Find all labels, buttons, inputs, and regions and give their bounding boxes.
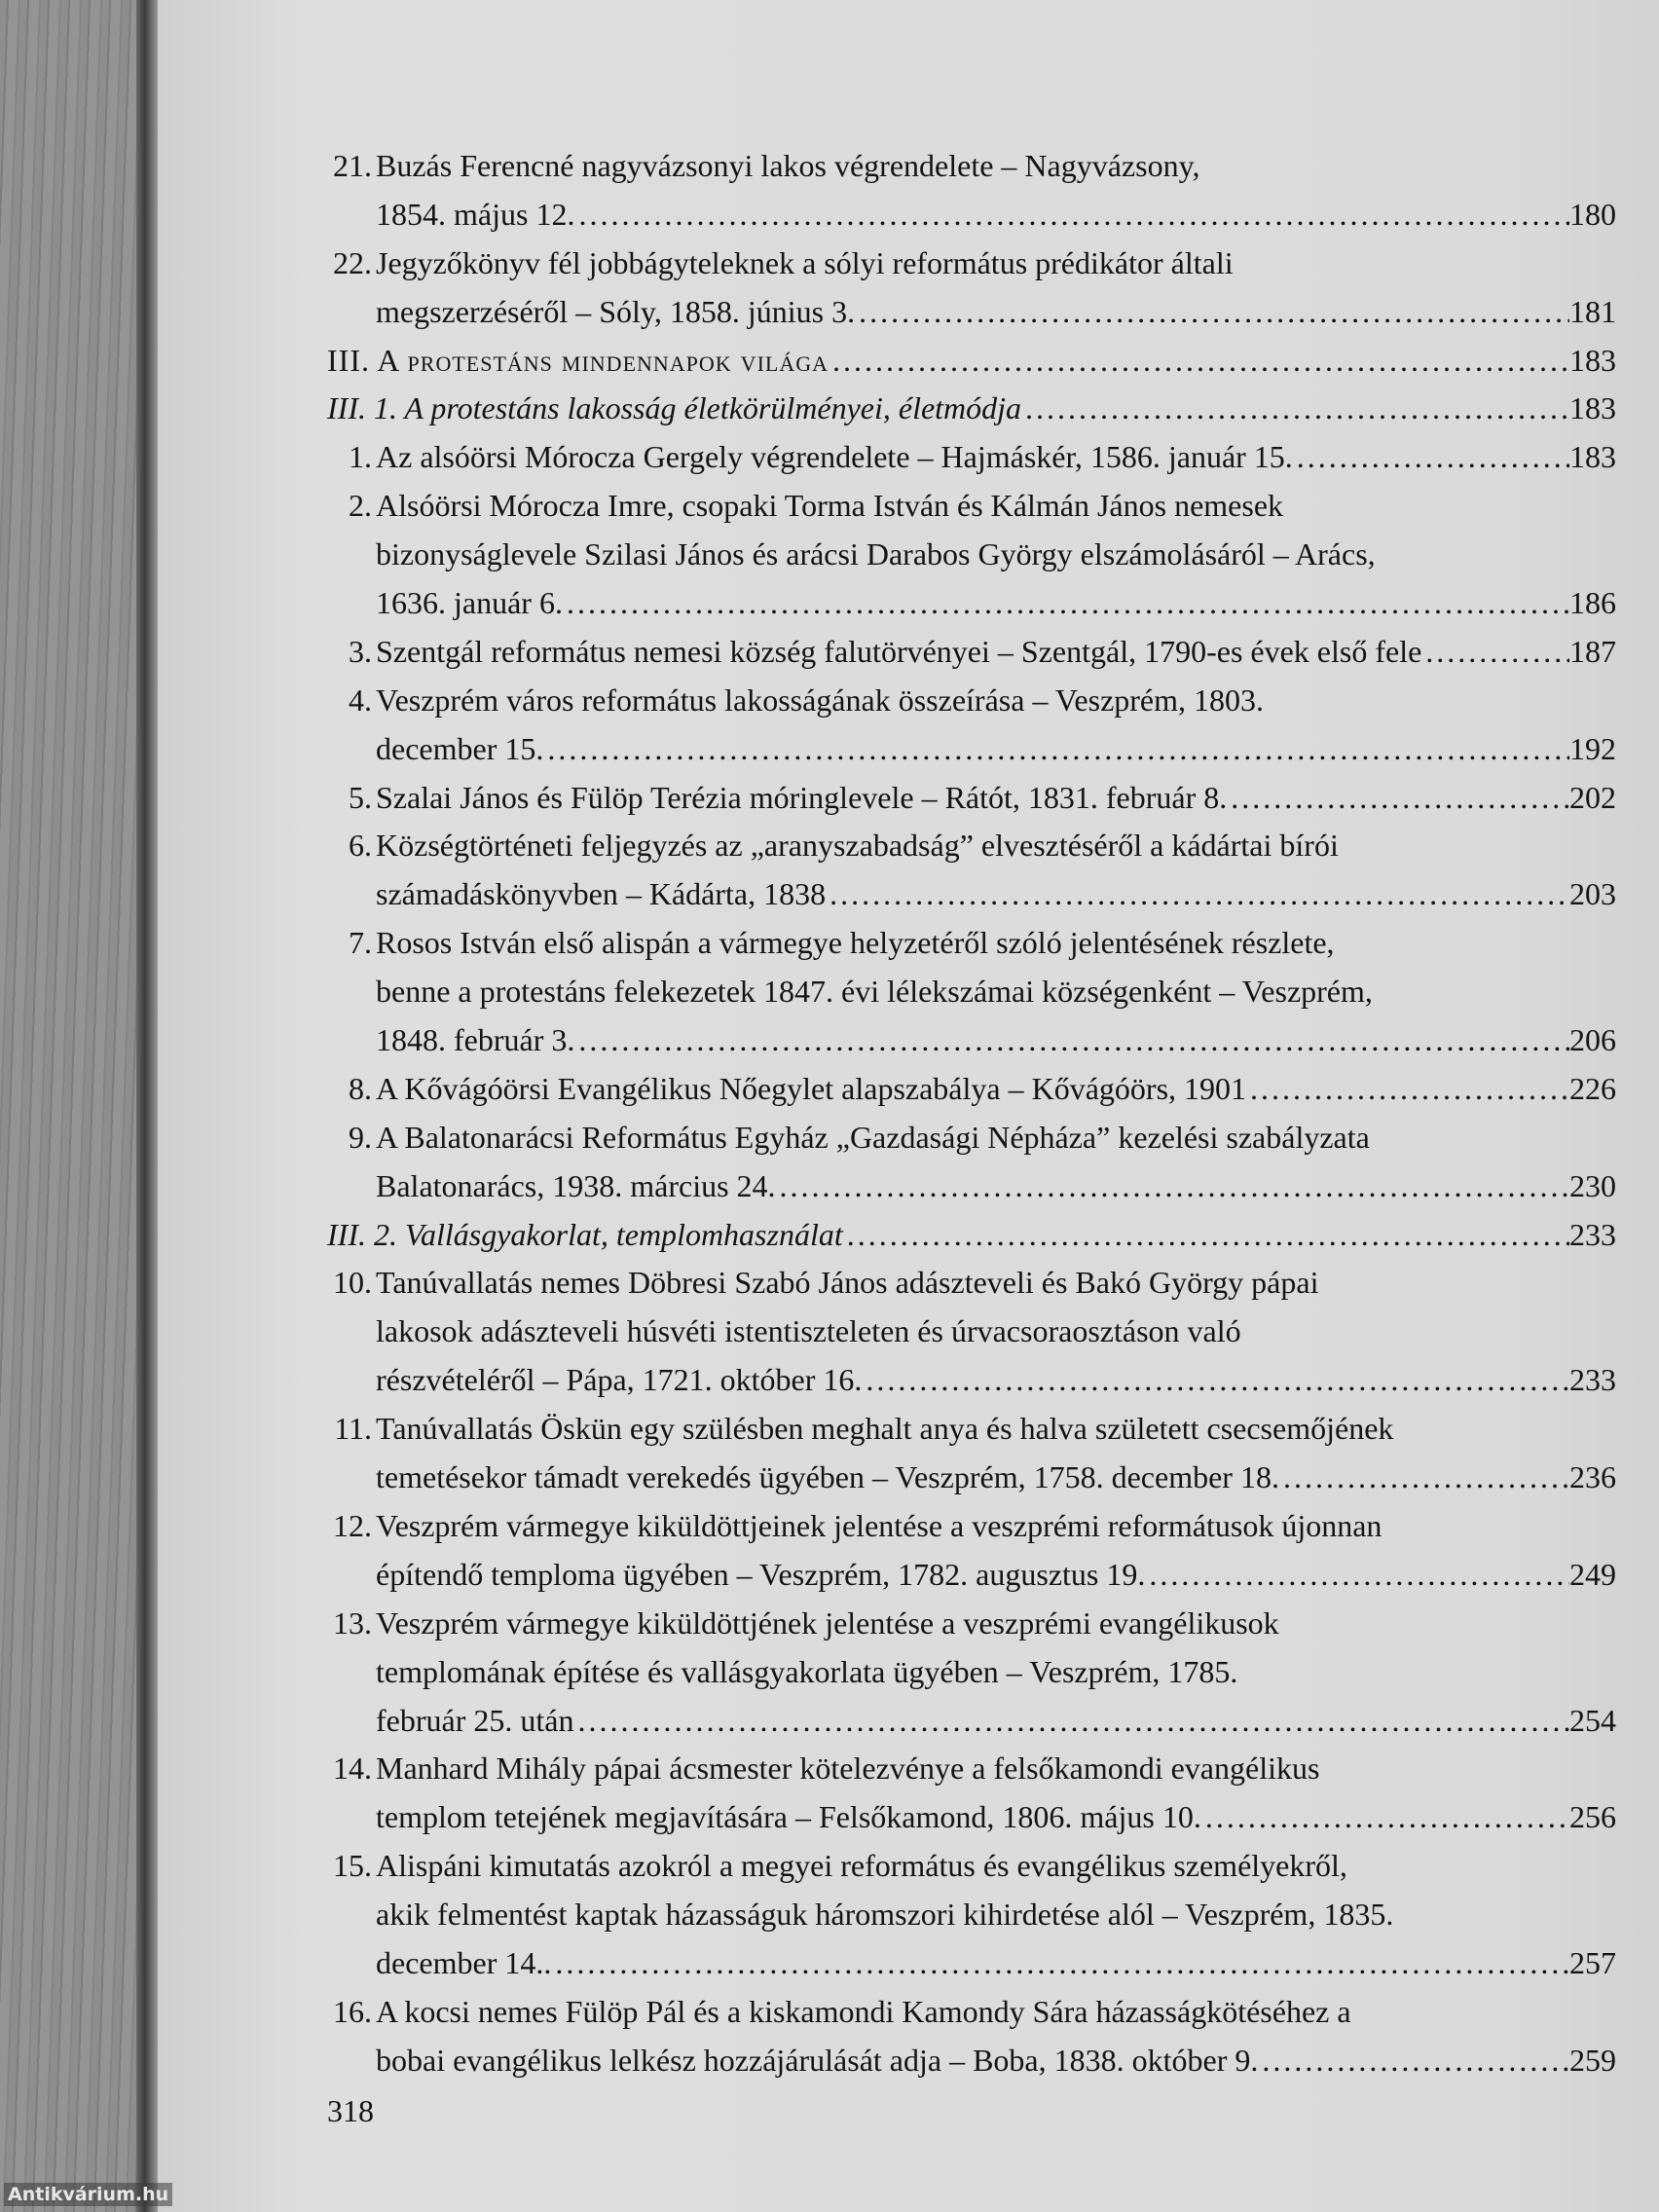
entry-text: A kocsi nemes Fülöp Pál és a kiskamondi Kamondy Sára házasságkötéséhez a	[376, 1993, 1351, 2029]
entry-number	[321, 1356, 372, 1405]
toc-entry-line[interactable]	[321, 482, 1616, 531]
toc-entry-line[interactable]	[321, 968, 1616, 1016]
dot-leader	[573, 1697, 1569, 1746]
entry-text: Tanúvallatás nemes Döbresi Szabó János adászteveli és Bakó György pápai	[376, 1265, 1319, 1301]
entry-number: 9.	[349, 1119, 372, 1155]
toc-entry-line[interactable]	[321, 1356, 1616, 1405]
entry-text: Manhard Mihály pápai ácsmester kötelezvénye a felsőkamondi evangélikus	[376, 1751, 1320, 1787]
toc-entry-line[interactable]	[321, 870, 1616, 919]
entry-text: 1854. május 12.	[376, 196, 575, 232]
dot-leader	[826, 870, 1569, 919]
entry-text: Veszprém város református lakosságának összeírása – Veszprém, 1803.	[376, 682, 1265, 718]
toc-entry-line[interactable]	[321, 1648, 1616, 1697]
entry-text: 1848. február 3.	[376, 1022, 575, 1058]
toc-entry-line[interactable]	[321, 919, 1616, 968]
dot-leader	[776, 1162, 1569, 1211]
page-reference: 183	[1569, 439, 1616, 475]
entry-text: építendő temploma ügyében – Veszprém, 1782. augusztus 19.	[376, 1556, 1146, 1592]
entry-number: 21.	[333, 148, 372, 183]
entry-text: december 14..	[376, 1944, 552, 1980]
entry-number: 1.	[349, 439, 372, 475]
page-reference: 233	[1569, 1362, 1616, 1398]
dot-leader	[1021, 385, 1569, 433]
entry-text: Alispáni kimutatás azokról a megyei református és evangélikus személyekről,	[376, 1848, 1347, 1884]
entry-number: 10.	[333, 1265, 372, 1301]
entry-number: 14.	[333, 1751, 372, 1787]
toc-entry-line[interactable]	[321, 288, 1616, 337]
page-reference: 183	[1569, 342, 1616, 378]
entry-number	[321, 725, 372, 774]
entry-number: 6.	[349, 828, 372, 864]
book-gutter	[136, 0, 158, 2212]
page-reference: 180	[1569, 196, 1616, 232]
dot-leader	[1293, 433, 1569, 482]
entry-number: 16.	[333, 1993, 372, 2029]
watermark: Antikvárium.hu	[4, 2183, 172, 2206]
entry-text: Rosos István első alispán a vármegye helyzetéről szóló jelentésének részlete,	[376, 925, 1335, 961]
entry-number	[321, 288, 372, 337]
toc-section-heading[interactable]	[321, 337, 1616, 386]
entry-text: Tanúvallatás Öskün egy szülésben meghalt anya és halva született csecsemőjének	[376, 1411, 1394, 1447]
toc-entry-line[interactable]	[321, 677, 1616, 725]
toc-entry-line[interactable]	[321, 1697, 1616, 1746]
toc-entry-line[interactable]	[321, 1891, 1616, 1939]
toc-entry-line[interactable]	[321, 1745, 1616, 1793]
toc-entry-line[interactable]	[321, 774, 1616, 823]
entry-number	[321, 1891, 372, 1939]
toc-entry-line[interactable]	[321, 2037, 1616, 2085]
dot-leader	[1145, 1551, 1569, 1600]
toc-entry-line[interactable]	[321, 1405, 1616, 1454]
toc-entry-line[interactable]	[321, 1551, 1616, 1600]
page-reference: 230	[1569, 1167, 1616, 1203]
page-reference: 187	[1569, 633, 1616, 669]
entry-number	[321, 531, 372, 579]
toc-entry-line[interactable]	[321, 1502, 1616, 1551]
page-reference: 259	[1569, 2042, 1616, 2078]
toc-entry-line[interactable]	[321, 1600, 1616, 1648]
toc-entry-line[interactable]	[321, 725, 1616, 774]
entry-number: 2.	[349, 488, 372, 524]
entry-number	[321, 579, 372, 628]
toc-entry-line[interactable]	[321, 1939, 1616, 1988]
page-reference: 236	[1569, 1459, 1616, 1495]
dot-leader	[843, 1211, 1569, 1260]
entry-number: 15.	[333, 1848, 372, 1884]
entry-number: 7.	[349, 925, 372, 961]
entry-text: A Balatonarácsi Református Egyház „Gazdasági Népháza” kezelési szabályzata	[376, 1119, 1370, 1155]
entry-number	[321, 1308, 372, 1356]
toc-section-heading[interactable]	[321, 1211, 1616, 1260]
dot-leader	[1421, 628, 1569, 677]
entry-text: megszerzéséről – Sóly, 1858. június 3.	[376, 293, 856, 329]
toc-entry-line[interactable]	[321, 142, 1616, 191]
entry-text: templomának építése és vallásgyakorlata ügyében – Veszprém, 1785.	[376, 1653, 1238, 1689]
entry-number	[321, 1793, 372, 1842]
page-reference: 192	[1569, 730, 1616, 766]
dot-leader	[563, 579, 1569, 628]
page-reference: 206	[1569, 1022, 1616, 1058]
entry-text: számadáskönyvben – Kádárta, 1838	[376, 876, 827, 912]
entry-number	[321, 1648, 372, 1697]
entry-text: bizonyságlevele Szilasi János és arácsi Darabos György elszámolásáról – Arács,	[376, 536, 1376, 572]
heading-text: III. 1. A protestáns lakosság életkörülményei, életmódja	[327, 390, 1022, 426]
dot-leader	[1279, 1454, 1569, 1502]
entry-number	[321, 1016, 372, 1065]
entry-number: 5.	[349, 779, 372, 815]
toc-entry-line[interactable]	[321, 191, 1616, 240]
dot-leader	[862, 1356, 1569, 1405]
entry-number: 8.	[349, 1070, 372, 1106]
page-reference: 181	[1569, 293, 1616, 329]
page-reference: 233	[1569, 1216, 1616, 1252]
entry-text: február 25. után	[376, 1702, 574, 1738]
entry-text: temetésekor támadt verekedés ügyében – Veszprém, 1758. december 18.	[376, 1459, 1279, 1495]
entry-text: akik felmentést kaptak házasságuk háromszori kihirdetése alól – Veszprém, 1835.	[376, 1897, 1394, 1933]
entry-number: 3.	[349, 633, 372, 669]
entry-text: benne a protestáns felekezetek 1847. évi lélekszámai községenként – Veszprém,	[376, 974, 1373, 1010]
page-reference: 249	[1569, 1556, 1616, 1592]
entry-number	[321, 1551, 372, 1600]
dot-leader	[543, 725, 1569, 774]
entry-number	[321, 1454, 372, 1502]
entry-text: részvételéről – Pápa, 1721. október 16.	[376, 1362, 863, 1398]
book-spine-background	[0, 0, 136, 2212]
dot-leader	[1201, 1793, 1569, 1842]
entry-number: 4.	[349, 682, 372, 718]
entry-number	[321, 1162, 372, 1211]
page-reference: 202	[1569, 779, 1616, 815]
toc-section-heading[interactable]	[321, 385, 1616, 433]
entry-text: bobai evangélikus lelkész hozzájárulását adja – Boba, 1838. október 9.	[376, 2042, 1259, 2078]
entry-text: Községtörténeti feljegyzés az „aranyszabadság” elvesztéséről a kádártai bírói	[376, 828, 1339, 864]
entry-number	[321, 191, 372, 240]
toc-entry-line[interactable]	[321, 579, 1616, 628]
page-reference: 183	[1569, 390, 1616, 426]
entry-number	[321, 870, 372, 919]
table-of-contents	[321, 142, 1616, 2085]
entry-text: Jegyzőkönyv fél jobbágyteleknek a sólyi református prédikátor általi	[376, 244, 1234, 280]
heading-text: III. A protestáns mindennapok világa	[327, 342, 829, 378]
entry-number	[321, 1939, 372, 1988]
toc-entry-line[interactable]	[321, 1454, 1616, 1502]
page-reference: 256	[1569, 1799, 1616, 1835]
entry-text: december 15.	[376, 730, 544, 766]
entry-text: Veszprém vármegye kiküldöttjének jelentése a veszprémi evangélikusok	[376, 1604, 1279, 1641]
page-reference: 203	[1569, 876, 1616, 912]
toc-entry-line[interactable]	[321, 433, 1616, 482]
page-number: 318	[327, 2093, 374, 2128]
page-reference: 257	[1569, 1944, 1616, 1980]
entry-text: A Kővágóörsi Evangélikus Nőegylet alapszabálya – Kővágóörs, 1901	[376, 1070, 1247, 1106]
toc-entry-line[interactable]	[321, 1114, 1616, 1162]
toc-entry-line[interactable]	[321, 1162, 1616, 1211]
entry-text: Szalai János és Fülöp Terézia móringlevele – Rátót, 1831. február 8.	[376, 779, 1228, 815]
toc-entry-line[interactable]	[321, 1308, 1616, 1356]
dot-leader	[1246, 1065, 1569, 1114]
entry-text: Buzás Ferencné nagyvázsonyi lakos végrendelete – Nagyvázsony,	[376, 148, 1200, 183]
entry-number: 11.	[334, 1411, 372, 1447]
entry-text: Szentgál református nemesi község falutörvényei – Szentgál, 1790-es évek első fele	[376, 633, 1422, 669]
dot-leader	[1258, 2037, 1569, 2085]
entry-text: Veszprém vármegye kiküldöttjeinek jelentése a veszprémi reformátusok újonnan	[376, 1507, 1382, 1543]
heading-text: III. 2. Vallásgyakorlat, templomhasználat	[327, 1216, 843, 1252]
toc-entry-line[interactable]	[321, 1842, 1616, 1891]
dot-leader	[574, 1016, 1569, 1065]
entry-number	[321, 968, 372, 1016]
dot-leader	[829, 337, 1569, 386]
toc-entry-line[interactable]	[321, 240, 1616, 288]
entry-text: 1636. január 6.	[376, 585, 563, 621]
toc-entry-line[interactable]	[321, 822, 1616, 870]
entry-text: Az alsóörsi Mórocza Gergely végrendelete – Hajmáskér, 1586. január 15.	[376, 439, 1293, 475]
entry-text: lakosok adászteveli húsvéti istentiszteleten és úrvacsoraosztáson való	[376, 1313, 1241, 1349]
entry-number	[321, 2037, 372, 2085]
toc-entry-line[interactable]	[321, 1793, 1616, 1842]
page-reference: 226	[1569, 1070, 1616, 1106]
entry-number: 12.	[333, 1507, 372, 1543]
toc-entry-line[interactable]	[321, 1065, 1616, 1114]
dot-leader	[855, 288, 1569, 337]
toc-entry-line[interactable]	[321, 628, 1616, 677]
dot-leader	[1227, 774, 1569, 823]
dot-leader	[574, 191, 1569, 240]
page-reference: 186	[1569, 585, 1616, 621]
entry-number: 22.	[333, 244, 372, 280]
toc-entry-line[interactable]	[321, 1016, 1616, 1065]
toc-entry-line[interactable]	[321, 531, 1616, 579]
entry-text: templom tetejének megjavítására – Felsőkamond, 1806. május 10.	[376, 1799, 1201, 1835]
entry-text: Alsóörsi Mórocza Imre, csopaki Torma István és Kálmán János nemesek	[376, 488, 1284, 524]
dot-leader	[551, 1939, 1569, 1988]
entry-number: 13.	[333, 1604, 372, 1641]
entry-text: Balatonarács, 1938. március 24.	[376, 1167, 776, 1203]
page-reference: 254	[1569, 1702, 1616, 1738]
toc-entry-line[interactable]	[321, 1988, 1616, 2037]
toc-entry-line[interactable]	[321, 1259, 1616, 1308]
entry-number	[321, 1697, 372, 1746]
